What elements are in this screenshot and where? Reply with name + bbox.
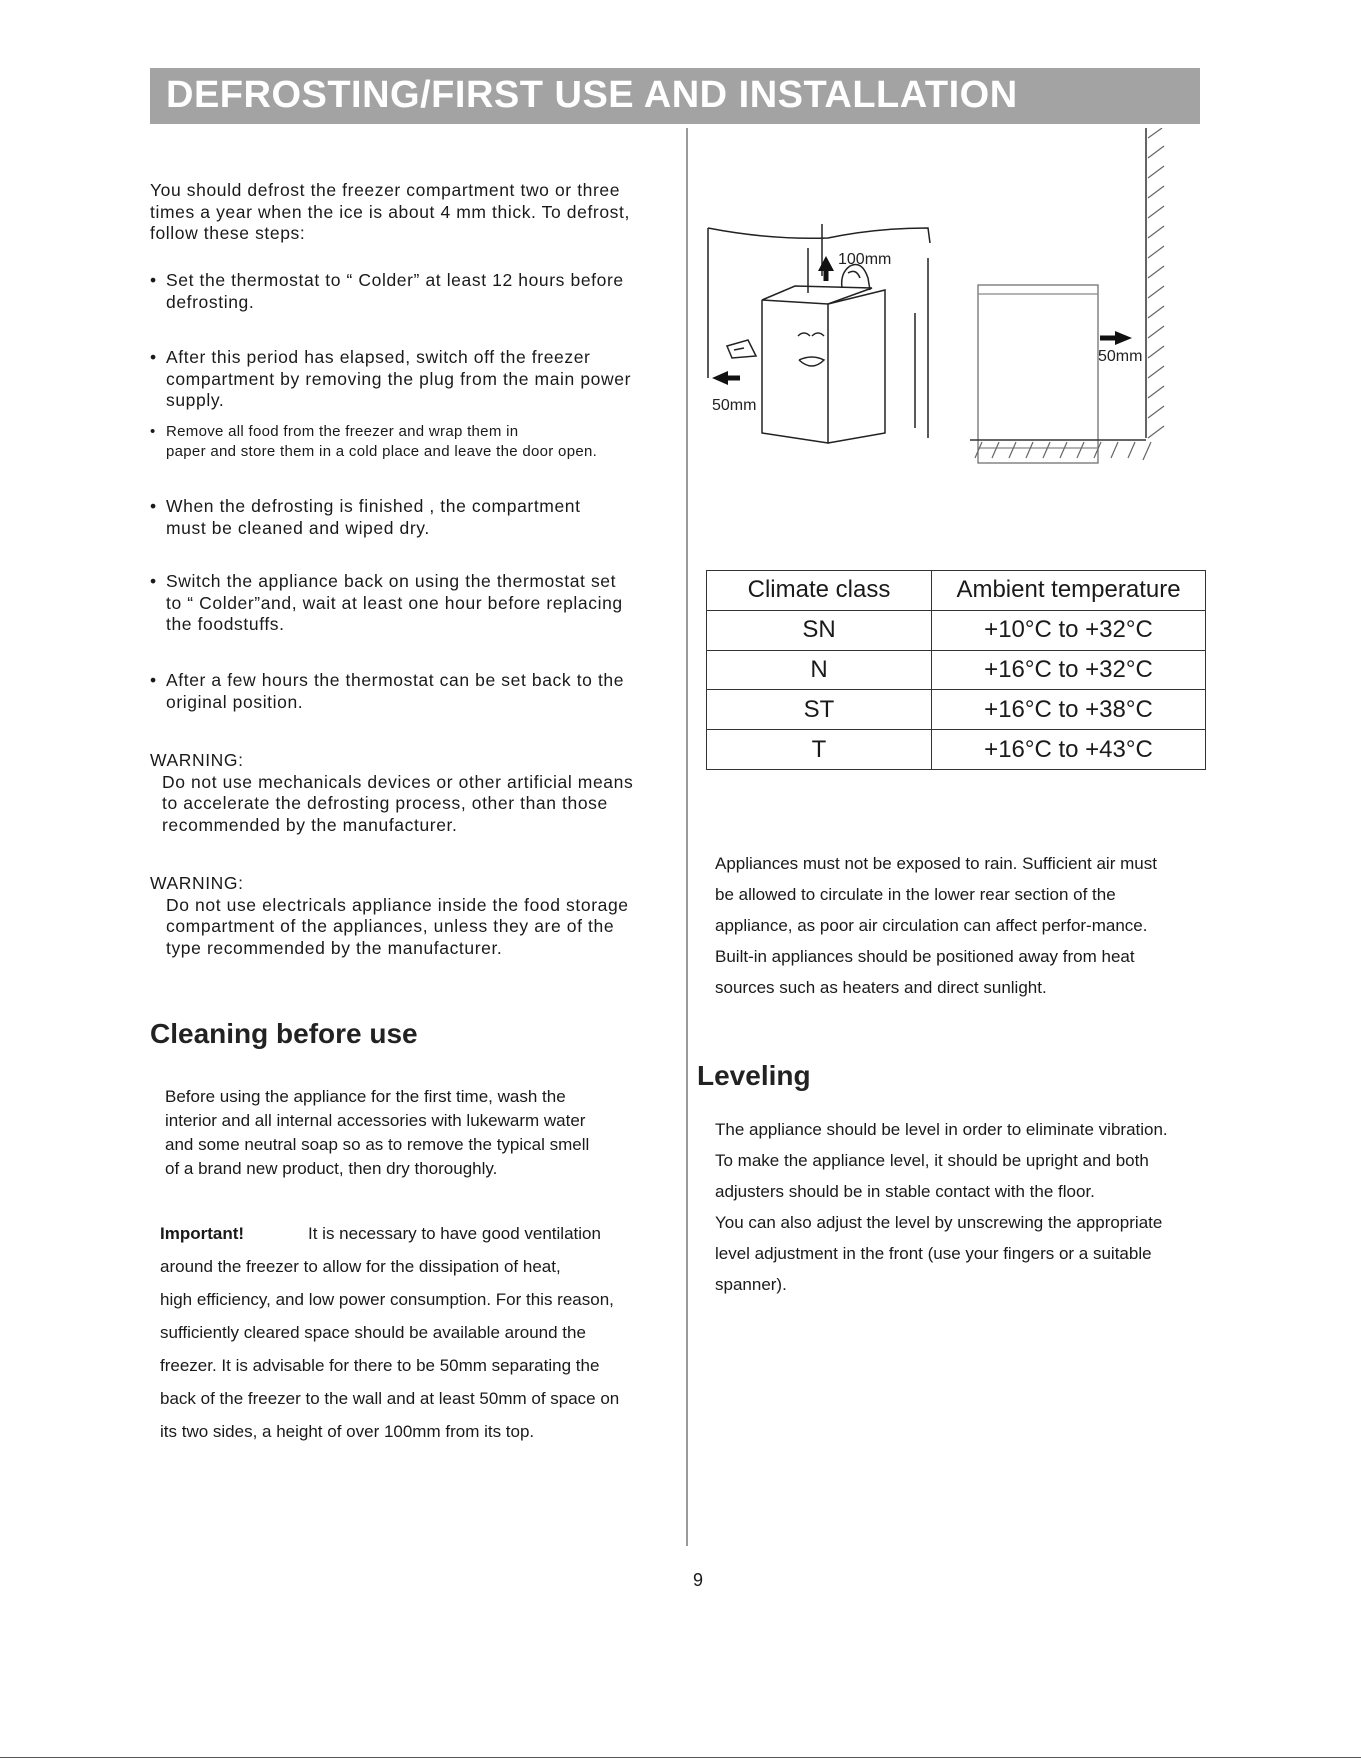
table-header-cell: Ambient temperature xyxy=(932,571,1206,611)
important-line: high efficiency, and low power consumption. For this reason, xyxy=(160,1290,614,1309)
placement-line: Built-in appliances should be positioned away from heat xyxy=(715,947,1135,966)
important-label: Important! xyxy=(160,1224,245,1243)
cleaning-line: of a brand new product, then dry thoroughly. xyxy=(165,1159,498,1178)
warning-1 xyxy=(150,750,685,836)
bullet-icon: • xyxy=(150,496,157,516)
wall-figure xyxy=(970,128,1164,463)
defrost-step-4 xyxy=(150,496,686,539)
warning-2 xyxy=(150,873,685,959)
warning-line: to accelerate the defrosting process, other than those xyxy=(162,793,608,813)
label-top-clearance: 100mm xyxy=(838,251,892,268)
table-header-cell: Climate class xyxy=(707,571,932,611)
arrow-left-icon xyxy=(712,371,740,385)
defrost-step-6 xyxy=(150,670,686,713)
intro-line: follow these steps: xyxy=(150,223,306,243)
climate-class-cell: ST xyxy=(707,690,932,730)
table-row xyxy=(707,730,1206,770)
page-number: 9 xyxy=(693,1570,704,1590)
bullet-icon: • xyxy=(150,571,157,591)
table-row xyxy=(707,650,1206,690)
step-line: After a few hours the thermostat can be set back to the xyxy=(166,670,625,690)
table-header-row xyxy=(707,571,1206,611)
table-row xyxy=(707,610,1206,650)
step-line: When the defrosting is finished , the compartment xyxy=(166,496,581,516)
step-line: After this period has elapsed, switch off the freezer xyxy=(166,347,591,367)
defrost-step-1 xyxy=(150,270,686,313)
step-line: Switch the appliance back on using the thermostat set xyxy=(166,571,617,591)
step-line: paper and store them in a cold place and leave the door open. xyxy=(166,443,598,460)
temperature-cell: +10°C to +32°C xyxy=(932,610,1206,650)
step-line: compartment by removing the plug from the main power xyxy=(166,368,632,389)
placement-text xyxy=(715,848,1235,1003)
warning-line: compartment of the appliances, unless they are of the xyxy=(166,916,615,936)
leveling-heading: Leveling xyxy=(697,1060,811,1091)
temperature-cell: +16°C to +38°C xyxy=(932,690,1206,730)
arrow-right-icon xyxy=(1100,331,1132,345)
defrost-step-2 xyxy=(150,347,686,412)
warning-label: WARNING: xyxy=(150,750,244,770)
important-line: sufficiently cleared space should be available around the xyxy=(160,1323,586,1342)
defrost-intro xyxy=(150,180,685,245)
placement-line: sources such as heaters and direct sunlight. xyxy=(715,978,1047,997)
step-line: the foodstuffs. xyxy=(166,614,285,634)
bullet-icon: • xyxy=(150,347,157,367)
leveling-line: level adjustment in the front (use your fingers or a suitable xyxy=(715,1244,1152,1263)
temperature-cell: +16°C to +43°C xyxy=(932,730,1206,770)
bullet-icon: • xyxy=(150,670,157,690)
climate-class-table xyxy=(706,570,1206,770)
leveling-line: To make the appliance level, it should be upright and both xyxy=(715,1151,1149,1170)
climate-class-cell: SN xyxy=(707,610,932,650)
important-line: back of the freezer to the wall and at least 50mm of space on xyxy=(160,1389,620,1408)
cleaning-line: and some neutral soap so as to remove the typical smell xyxy=(165,1135,590,1154)
cleaning-line: Before using the appliance for the first time, wash the xyxy=(165,1087,566,1106)
page-title: DEFROSTING/FIRST USE AND INSTALLATION xyxy=(166,74,1018,116)
climate-class-cell: T xyxy=(707,730,932,770)
warning-line: Do not use mechanicals devices or other artificial means xyxy=(162,771,634,792)
label-back-clearance: 50mm xyxy=(1098,348,1143,365)
important-line: its two sides, a height of over 100mm from its top. xyxy=(160,1422,535,1441)
defrost-step-5 xyxy=(150,571,686,636)
warning-line: type recommended by the manufacturer. xyxy=(166,937,503,958)
warning-line: recommended by the manufacturer. xyxy=(162,814,458,835)
bullet-icon: • xyxy=(150,423,156,440)
intro-line: You should defrost the freezer compartment two or three xyxy=(150,180,621,200)
temperature-cell: +16°C to +32°C xyxy=(932,650,1206,690)
bottom-rule xyxy=(0,1757,1361,1758)
header-bar xyxy=(150,68,1200,124)
warning-label: WARNING: xyxy=(150,873,244,893)
step-line: to “ Colder”and, wait at least one hour before replacing xyxy=(166,592,623,613)
defrost-step-3 xyxy=(150,422,696,462)
leveling-line: adjusters should be in stable contact with the floor. xyxy=(715,1182,1095,1201)
leveling-line: You can also adjust the level by unscrewing the appropriate xyxy=(715,1213,1163,1232)
warning-line: Do not use electricals appliance inside the food storage xyxy=(166,894,629,915)
bullet-icon: • xyxy=(150,270,157,290)
table-row xyxy=(707,690,1206,730)
leveling-line: spanner). xyxy=(715,1275,787,1294)
important-note xyxy=(160,1217,690,1448)
step-line: must be cleaned and wiped dry. xyxy=(166,517,430,538)
step-line: original position. xyxy=(166,691,304,712)
important-line: around the freezer to allow for the dissipation of heat, xyxy=(160,1257,561,1276)
step-line: Remove all food from the freezer and wrap them in xyxy=(166,423,519,440)
placement-line: appliance, as poor air circulation can affect perfor-mance. xyxy=(715,916,1148,935)
important-line: It is necessary to have good ventilation xyxy=(308,1224,601,1243)
installation-diagram xyxy=(700,128,1200,468)
cleaning-line: interior and all internal accessories with lukewarm water xyxy=(165,1111,586,1130)
cleaning-text xyxy=(165,1085,685,1181)
leveling-text xyxy=(715,1114,1235,1300)
placement-line: be allowed to circulate in the lower rear section of the xyxy=(715,885,1116,904)
placement-line: Appliances must not be exposed to rain. Sufficient air must xyxy=(715,854,1157,873)
step-line: defrosting. xyxy=(166,291,255,312)
label-side-clearance: 50mm xyxy=(712,397,757,414)
step-line: supply. xyxy=(166,390,225,410)
arrow-up-icon xyxy=(818,256,834,281)
leveling-line: The appliance should be level in order to eliminate vibration. xyxy=(715,1120,1168,1139)
cleaning-heading: Cleaning before use xyxy=(150,1018,418,1049)
step-line: Set the thermostat to “ Colder” at least 12 hours before xyxy=(166,270,624,290)
climate-class-cell: N xyxy=(707,650,932,690)
important-line: freezer. It is advisable for there to be 50mm separating the xyxy=(160,1356,600,1375)
intro-line: times a year when the ice is about 4 mm thick. To defrost, xyxy=(150,201,630,222)
